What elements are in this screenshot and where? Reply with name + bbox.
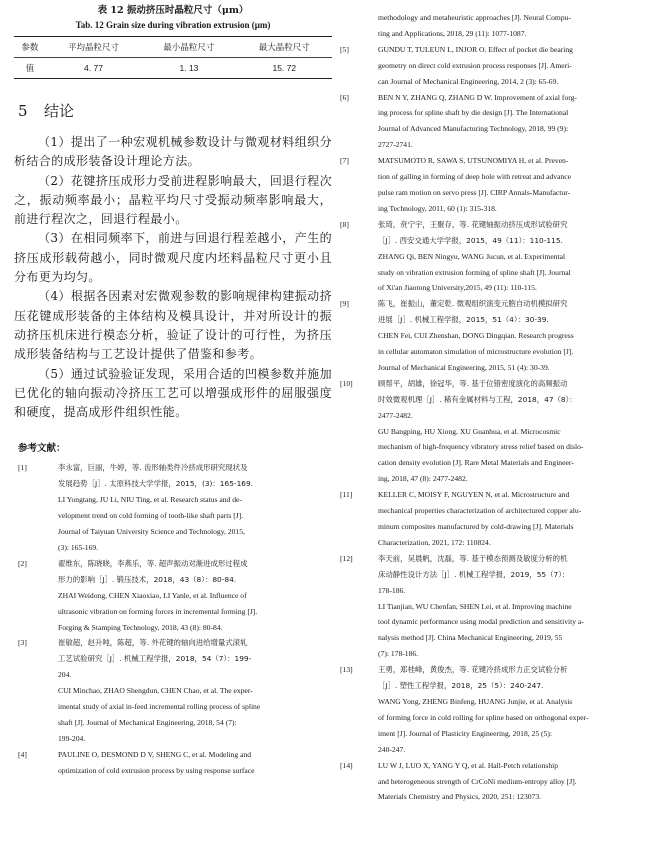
- reference-line: 翟维东，陈晓晓，李燕乐，等. 超声振动对渐进成形过程成: [58, 558, 248, 568]
- left-column: [14, 4, 332, 779]
- reference-line: Characterization, 2021, 172: 110824.: [378, 537, 491, 547]
- reference-line: 时效微观机理［J］. 稀有金属材料与工程，2018，47（8）：: [378, 394, 577, 404]
- reference-index: [13]: [340, 665, 353, 675]
- reference-item: [340, 296, 650, 376]
- reference-line: minum composites manufactured by cold-drawing [J]. Materials: [378, 522, 574, 531]
- reference-item: [340, 42, 650, 90]
- reference-line: 顾帮平，胡雄，徐冠华，等. 基于位错密度演化的高频振动: [378, 378, 568, 388]
- reference-line: tion of galling in forming of deep hole with retreat and advance: [378, 172, 571, 182]
- reference-line: study on vibration extrusion forming of spline shaft [J]. Journal: [378, 267, 571, 277]
- reference-line: LU W J, LUO X, YANG Y Q, et al. Hall-Petch relationship: [378, 760, 559, 770]
- reference-item: [340, 662, 650, 757]
- table-cell: 15. 72: [272, 63, 297, 73]
- reference-line: 204.: [58, 670, 72, 680]
- reference-line: methodology and metaheuristic approaches [J]. Neural Compu-: [378, 13, 571, 22]
- reference-index: [6]: [340, 92, 349, 102]
- reference-line: GU Bangping, HU Xiong, XU Guanhua, et al. Microcosmic: [378, 426, 561, 436]
- reference-line: mechanism of high-frequency vibratory stress relief based on dislo-: [378, 442, 584, 452]
- table-cell: 4. 77: [84, 63, 103, 73]
- reference-line: ［J］. 西安交通大学学报，2015，49（11）：110-115.: [378, 235, 563, 245]
- conclusion-paragraph: （3）在相同频率下，前进与回退行程差越小，产生的挤压成形载荷越小，同时微观尺度内坯料晶粒尺寸更小且分布更为均匀。: [14, 231, 332, 285]
- table-header-row: [14, 37, 332, 58]
- reference-line: ZHANG Qi, BEN Ningyu, WANG Jucun, et al. Experimental: [378, 251, 566, 261]
- conclusion-paragraph: （4）根据各因素对宏微观参数的影响规律构建振动挤压花键成形装备的主体结构及模具设计，并对所设计的振动挤压机床进行模态分析，验证了设计的可行性，为挤压成形装备结构与工艺设计提供了借鉴和参考。: [14, 289, 332, 362]
- reference-line: CHEN Fei, CUI Zhenshan, DONG Dingqian. Research progress: [378, 331, 574, 341]
- reference-line: Journal of Advanced Manufacturing Technology, 2018, 99 (9):: [378, 124, 569, 134]
- reference-item: [340, 551, 650, 662]
- reference-line: 床动静性设计方法［J］. 机械工程学报，2019，55（7）：: [378, 569, 570, 579]
- reference-item: [340, 10, 650, 42]
- reference-line: of forming force in cold rolling for spline based on orthogonal exper-: [378, 712, 589, 722]
- reference-line: can Journal of Mechanical Engineering, 2014, 2 (3): 65-69.: [378, 76, 559, 86]
- reference-index: [2]: [18, 558, 27, 568]
- reference-line: tool dynamic performance using modal prediction and sensitivity a-: [378, 617, 584, 627]
- reference-line: PAULINE O, DESMOND D V, SHENG C, et al. Modeling and: [58, 749, 252, 759]
- reference-line: (3): 165-169.: [58, 542, 99, 552]
- reference-line: optimization of cold extrusion process by using response surface: [58, 765, 255, 775]
- reference-line: ［J］. 塑性工程学报，2018，25（5）：240-247.: [378, 681, 544, 691]
- table-header-cell: 参数: [21, 42, 39, 52]
- reference-line: 2477-2482.: [378, 410, 413, 420]
- reference-line: KELLER C, MOISY F, NGUYEN N, et al. Microstructure and: [378, 490, 570, 500]
- reference-line: 240-247.: [378, 744, 406, 754]
- reference-line: 崔敏超，赵升吨，陈超，等. 外花键的轴向进给增量式滚轧: [58, 638, 248, 648]
- reference-line: of Xi'an Jiaotong University,2015, 49 (11): 110-115.: [378, 283, 537, 293]
- reference-line: LI Yongtang, JU Li, NIU Ting, et al. Research status and de-: [58, 495, 242, 505]
- reference-line: mechanical properties characterization of architectured copper alu-: [378, 506, 582, 516]
- reference-line: 陈飞，崔振山，董定乾. 微观组织演变元胞自动机模拟研究: [378, 299, 568, 309]
- reference-index: [14]: [340, 760, 353, 770]
- reference-line: BEN N Y, ZHANG Q, ZHANG D W. Improvement of axial forg-: [378, 92, 577, 102]
- table-cell: 值: [25, 63, 35, 73]
- reference-line: 李永富，巨丽，牛婷，等. 齿形轴类件冷挤成形研究现状及: [58, 463, 248, 473]
- references-list-left: [14, 460, 332, 778]
- conclusions-body: [14, 133, 332, 422]
- reference-line: GUNDU T, TULEUN L, INJOR O. Effect of pocket die bearing: [378, 44, 573, 54]
- table-caption-cn: 表 12 振动挤压时晶粒尺寸（μm）: [97, 5, 249, 16]
- table-header-cell: 最小晶粒尺寸: [163, 42, 215, 52]
- reference-line: velopment trend on cold forming of tooth-like shaft parts [J].: [58, 511, 244, 521]
- reference-item: [14, 635, 332, 746]
- reference-line: ultrasonic vibration on forming forces in incremental forming [J].: [58, 606, 258, 616]
- references-heading: 参考文献：: [18, 443, 66, 455]
- table-header-cell: 平均晶粒尺寸: [68, 42, 120, 52]
- reference-line: LI Tianjian, WU Chenfan, SHEN Lei, et al. Improving machine: [378, 601, 572, 611]
- reference-item: [340, 217, 650, 297]
- reference-line: pulse ram motion on servo press [J]. CIRP Annals-Manufactur-: [378, 187, 571, 197]
- reference-line: WANG Yong, ZHENG Binfeng, HUANG Junjie, et al. Analysis: [378, 696, 573, 706]
- conclusion-paragraph: （2）花键挤压成形力受前进程影响最大，回退行程次之，振动频率最小；晶粒平均尺寸受振动频率影响最大，前进行程次之，回退行程最小。: [14, 173, 332, 227]
- reference-line: imental study of axial in-feed incremental rolling process of spline: [58, 702, 261, 712]
- references-list-right: [340, 10, 650, 805]
- reference-item: [14, 556, 332, 636]
- reference-index: [8]: [340, 219, 349, 229]
- reference-item: [340, 758, 650, 806]
- reference-line: 张琦，贲宁宇，王聚存，等. 花键轴振动挤压成形试验研究: [378, 219, 568, 229]
- table-caption-en: Tab. 12 Grain size during vibration extrusion (μm): [75, 20, 271, 30]
- reference-line: ing process for spline shaft by die design [J]. The International: [378, 108, 569, 118]
- conclusion-paragraph: （5）通过试验验证发现，采用合适的凹模参数并施加已优化的轴向振动冷挤压工艺可以增强成形件的屈服强度和硬度，提高成形件组织性能。: [14, 366, 332, 420]
- reference-line: 178-186.: [378, 585, 406, 595]
- reference-line: geometry on direct cold extrusion process responses [J]. Ameri-: [378, 60, 572, 70]
- table-row: [14, 58, 332, 79]
- reference-line: 发展趋势［J］. 太原科技大学学报，2015，(3)：165-169.: [58, 479, 254, 489]
- grain-size-table: [14, 36, 332, 79]
- reference-line: ing, 2018, 47 (8): 2477-2482.: [378, 474, 468, 484]
- reference-line: Journal of Taiyuan University Science and Technology, 2015,: [58, 527, 245, 537]
- section-title-text: 结论: [44, 102, 75, 120]
- reference-index: [10]: [340, 378, 353, 388]
- reference-index: [7]: [340, 156, 349, 166]
- reference-line: 进展［J］. 机械工程学报，2015，51（4）：30-39.: [378, 315, 549, 325]
- reference-line: shaft [J]. Journal of Mechanical Engineering, 2018, 54 (7):: [58, 717, 237, 727]
- reference-line: 王勇，郑桂峰，黄俊杰，等. 花键冷挤成形力正交试验分析: [378, 665, 568, 675]
- reference-index: [4]: [18, 749, 27, 759]
- reference-index: [5]: [340, 44, 349, 54]
- reference-item: [14, 747, 332, 779]
- reference-line: CUI Minchao, ZHAO Shengdun, CHEN Chao, et al. The exper-: [58, 686, 253, 696]
- reference-line: 2727-2741.: [378, 140, 413, 150]
- reference-line: cation density evolution [J]. Rare Metal Materials and Engineer-: [378, 458, 574, 468]
- reference-line: nalysis method [J]. China Mechanical Engineering, 2019, 55: [378, 633, 563, 643]
- reference-line: 工艺试验研究［J］. 机械工程学报，2018，54（7）：199-: [58, 654, 252, 664]
- reference-line: and heterogeneous strength of CrCoNi medium-entropy alloy [J].: [378, 776, 577, 786]
- reference-line: ting and Applications, 2018, 29 (11): 1077-1087.: [378, 28, 527, 38]
- reference-line: in cellular automaton simulation of microstructure evolution [J].: [378, 347, 574, 357]
- section-number: 5: [18, 102, 28, 120]
- table-header-cell: 最大晶粒尺寸: [258, 42, 310, 52]
- table-cell: 1. 13: [179, 63, 199, 73]
- conclusion-paragraph: （1）提出了一种宏观机械参数设计与微观材料组织分析结合的成形装备设计理论方法。: [14, 135, 332, 169]
- reference-item: [340, 90, 650, 154]
- reference-line: iment [J]. Journal of Plasticity Engineering, 2018, 25 (5):: [378, 728, 552, 738]
- reference-item: [14, 460, 332, 555]
- reference-index: [1]: [18, 463, 27, 473]
- reference-line: Materials Chemistry and Physics, 2020, 251: 123073.: [378, 792, 542, 802]
- reference-line: Forging & Stamping Technology, 2018, 43 (8): 80-84.: [58, 622, 223, 632]
- reference-item: [340, 487, 650, 551]
- reference-index: [9]: [340, 299, 349, 309]
- reference-item: [340, 153, 650, 217]
- reference-index: [3]: [18, 638, 27, 648]
- right-column: [340, 4, 650, 805]
- reference-item: [340, 376, 650, 487]
- reference-line: ZHAI Weidong, CHEN Xiaoxiao, LI Yanle, et al. Influence of: [58, 590, 247, 600]
- reference-line: 形力的影响［J］. 锻压技术，2018，43（8）：80-84.: [58, 574, 237, 584]
- reference-line: MATSUMOTO R, SAWA S, UTSUNOMIYA H, et al. Preven-: [378, 156, 569, 166]
- reference-index: [12]: [340, 553, 353, 563]
- reference-line: (7): 178-186.: [378, 649, 419, 659]
- reference-line: 199-204.: [58, 733, 86, 743]
- reference-line: 李天前，吴晨帆，沈磊，等. 基于模态预测及敏度分析的机: [378, 553, 568, 563]
- reference-line: Journal of Mechanical Engineering, 2015, 51 (4): 30-39.: [378, 362, 550, 372]
- section-heading: [14, 101, 332, 121]
- reference-index: [11]: [340, 490, 353, 500]
- reference-line: ing Technology, 2011, 60 (1): 315-318.: [378, 203, 497, 213]
